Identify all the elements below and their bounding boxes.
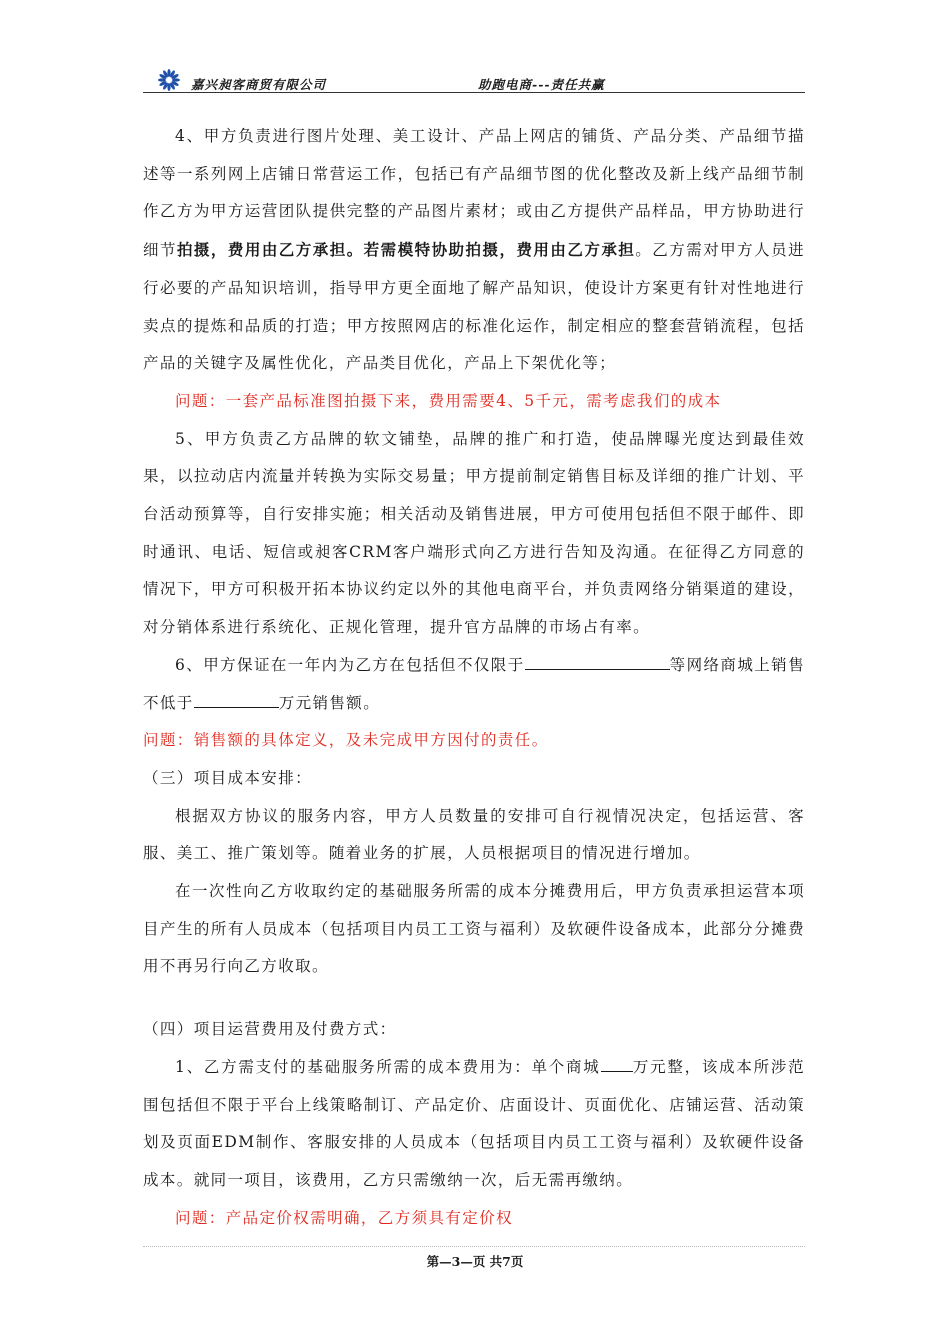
section-4-part-a: 1、乙方需支付的基础服务所需的成本费用为：单个商城 [175,1057,601,1076]
section-4-paragraph-1 [143,1049,805,1200]
question-1: 问题：一套产品标准图拍摄下来，费用需要4、5千元，需考虑我们的成本 [175,391,722,410]
company-name: 嘉兴昶客商贸有限公司 [191,77,327,92]
blank-fee-amount [601,1057,633,1072]
clause-4-bold: 拍摄，费用由乙方承担。若需模特协助拍摄，费用由乙方承担 [176,240,636,260]
spacer [143,986,805,1011]
clause-6-part-c: 万元销售额。 [278,693,381,712]
section-3-paragraph-1: 根据双方协议的服务内容，甲方人员数量的安排可自行视情况决定，包括运营、客服、美工、推广策划等。随着业务的扩展，人员根据项目的情况进行增加。 [143,806,805,863]
section-4-part-b: 万元整，该成本所涉范围包括但不限于平台上线策略制订、产品定价、店面设计、页面优化、店铺运营、活动策划及页面EDM制作、客服安排的人员成本（包括项目内员工工资与福利）及软硬件设备成本。就同一项目，该费用，乙方只需缴纳一次，后无需再缴纳。 [143,1057,805,1189]
page-number: 第—3—页 共7页 [426,1254,524,1269]
clause-4-rest: 。乙方需对甲方人员进行必要的产品知识培训，指导甲方更全面地了解产品知识，使设计方案更有针对性地进行卖点的提炼和品质的打造；甲方按照网店的标准化运作，制定相应的整套营销流程，包括产品的关键字及属性优化，产品类目优化，产品上下架优化等； [143,241,805,373]
clause-6-part-b: 等网络商城上销售不低于 [143,655,806,712]
section-3-paragraph-2: 在一次性向乙方收取约定的基础服务所需的成本分摊费用后，甲方负责承担运营本项目产生的所有人员成本（包括项目内员工工资与福利）及软硬件设备成本，此部分分摊费用不再另行向乙方收取。 [143,882,805,976]
company-logo-icon [157,68,181,92]
clause-4 [143,118,805,383]
document-body [143,118,805,1237]
blank-platforms [525,655,670,670]
section-3-title: （三）项目成本安排： [143,768,313,787]
question-3: 问题：产品定价权需明确，乙方须具有定价权 [175,1208,514,1227]
header-slogan: 助跑电商---责任共赢 [478,77,605,92]
blank-sales-amount [194,693,279,708]
footer-divider [143,1246,805,1247]
clause-4-text: 4、甲方负责进行图片处理、美工设计、产品上网店的铺货、产品分类、产品细节描述等一系列网上店铺日常营运工作，包括已有产品细节图的优化整改及新上线产品细节制作乙方为甲方运营团队提供完整的产品图片素材；或由乙方提供产品样品，甲方协助进行细节 [143,127,805,260]
question-2: 问题：销售额的具体定义，及未完成甲方因付的责任。 [143,731,549,750]
clause-6-part-a: 6、甲方保证在一年内为乙方在包括但不仅限于 [175,655,525,674]
clause-5: 5、甲方负责乙方品牌的软文铺垫，品牌的推广和打造，使品牌曝光度达到最佳效果，以拉动店内流量并转换为实际交易量；甲方提前制定销售目标及详细的推广计划、平台活动预算等，自行安排实施；相关活动及销售进展，甲方可使用包括但不限于邮件、即时通讯、电话、短信或昶客CRM客户端形式向乙方进行告知及沟通。在征得乙方同意的情况下，甲方可积极开拓本协议约定以外的其他电商平台，并负责网络分销渠道的建设，对分销体系进行系统化、正规化管理，提升官方品牌的市场占有率。 [143,429,805,637]
clause-6 [143,647,805,722]
page-header [143,62,805,93]
section-4-title: （四）项目运营费用及付费方式： [143,1020,397,1039]
